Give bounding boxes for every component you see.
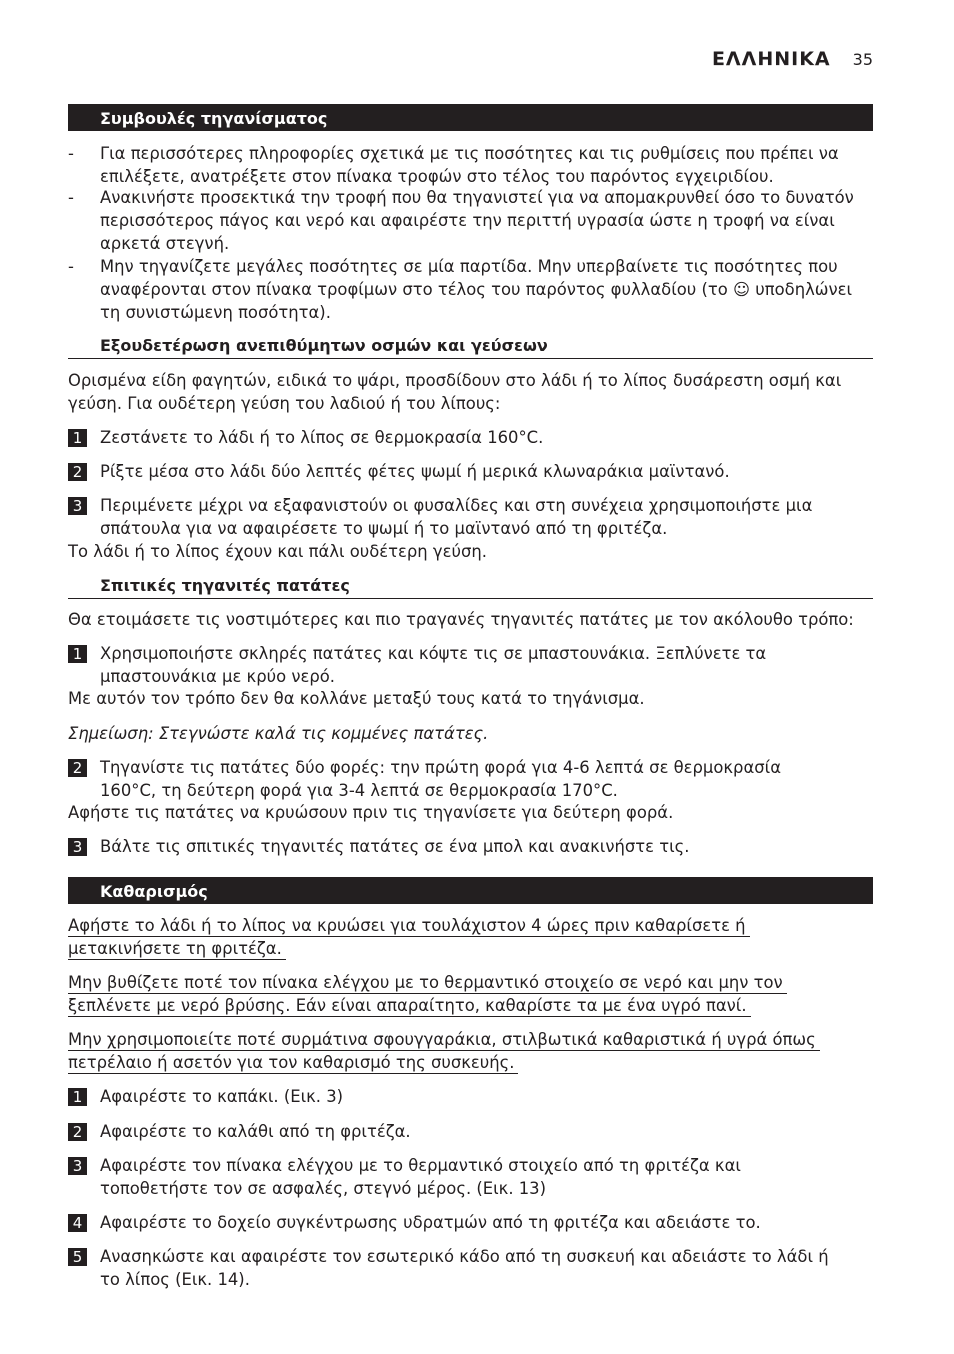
paragraph-line: Ορισμένα είδη φαγητών, ειδικά το ψάρι, προσδίδουν στο λάδι ή το λίπος δυσάρεστη οσμή και: [68, 371, 842, 390]
step-item: [68, 1245, 873, 1291]
paragraph-line: γεύση. Για ουδέτερη γεύση του λαδιού ή του λίπους:: [68, 394, 501, 413]
warning-line: Μην βυθίζετε ποτέ τον πίνακα ελέγχου με το θερμαντικό στοιχείο σε νερό και μην τον: [68, 972, 787, 994]
step-line: σπάτουλα για να αφαιρέσετε το ψωμί ή το μαϊντανό από τη φριτέζα.: [100, 519, 668, 538]
bullet-item: [68, 186, 873, 255]
warning-paragraph: [68, 1028, 873, 1074]
step-item: [68, 494, 873, 540]
bullet-item: [68, 142, 873, 188]
step-number: 3: [68, 1157, 87, 1175]
step-number: 1: [68, 1088, 87, 1106]
bullet-line: περισσότερος πάγος και νερό και αφαιρέστε την περιττή υγρασία ώστε η τροφή να είναι: [100, 211, 835, 230]
bullet-line: Μην τηγανίζετε μεγάλες ποσότητες σε μία παρτίδα. Μην υπερβαίνετε τις ποσότητες που: [100, 257, 838, 276]
note-text: Σημείωση: Στεγνώστε καλά τις κομμένες πατάτες.: [68, 724, 489, 743]
bullet-item: [68, 255, 873, 324]
step-line: Αφαιρέστε το καπάκι. (Εικ. 3): [100, 1087, 344, 1106]
result-text: Με αυτόν τον τρόπο δεν θα κολλάνε μεταξύ τους κατά το τηγάνισμα.: [68, 689, 645, 708]
intro-paragraph: [68, 369, 873, 415]
step-number: 2: [68, 463, 87, 481]
step-line: 160°C, τη δεύτερη φορά για 3-4 λεπτά σε θερμοκρασία 170°C.: [100, 781, 618, 800]
step-number: 1: [68, 429, 87, 447]
step-line: Ζεστάνετε το λάδι ή το λίπος σε θερμοκρασία 160°C.: [100, 428, 544, 447]
bullet-dash: -: [68, 188, 74, 207]
bullet-line: Ανακινήστε προσεκτικά την τροφή που θα τηγανιστεί για να απομακρυνθεί όσο το δυνατόν: [100, 188, 854, 207]
step-line: Αφαιρέστε το δοχείο συγκέντρωσης υδρατμών από τη φριτέζα και αδειάστε το.: [100, 1213, 761, 1232]
step-number: 4: [68, 1214, 87, 1232]
page-header: [712, 48, 873, 74]
step-line: το λίπος (Εικ. 14).: [100, 1270, 250, 1289]
bullet-dash: -: [68, 144, 74, 163]
bullet-line: τη συνιστώμενη ποσότητα).: [100, 303, 331, 322]
warning-line: πετρέλαιο ή ασετόν για τον καθαρισμό της συσκευής.: [68, 1052, 518, 1074]
warning-line: Αφήστε το λάδι ή το λίπος να κρυώσει για τουλάχιστον 4 ώρες πριν καθαρίσετε ή: [68, 915, 750, 937]
step-item: [68, 460, 873, 483]
bullet-line: αρκετά στεγνή.: [100, 234, 230, 253]
step-number: 1: [68, 645, 87, 663]
warning-paragraph: [68, 914, 873, 960]
step-item: [68, 1154, 873, 1200]
result-text: Το λάδι ή το λίπος έχουν και πάλι ουδέτερη γεύση.: [68, 542, 487, 561]
step-line: Αφαιρέστε τον πίνακα ελέγχου με το θερμαντικό στοιχείο από τη φριτέζα και: [100, 1156, 741, 1175]
section-header-cleaning: Καθαρισμός: [68, 877, 873, 904]
step-line: Ρίξτε μέσα στο λάδι δύο λεπτές φέτες ψωμί ή μερικά κλωναράκια μαϊντανό.: [100, 462, 730, 481]
bullet-line: Για περισσότερες πληροφορίες σχετικά με τις ποσότητες και τις ρυθμίσεις που πρέπει να: [100, 144, 839, 163]
subheading-homemade-chips: Σπιτικές τηγανιτές πατάτες: [68, 573, 873, 599]
step-item: [68, 426, 873, 449]
step-line: Ανασηκώστε και αφαιρέστε τον εσωτερικό κάδο από τη συσκευή και αδειάστε το λάδι ή: [100, 1247, 829, 1266]
intro-paragraph: Θα ετοιμάσετε τις νοστιμότερες και πιο τραγανές τηγανιτές πατάτες με τον ακόλουθο τρόπο:: [68, 610, 854, 629]
step-line: Τηγανίστε τις πατάτες δύο φορές: την πρώτη φορά για 4-6 λεπτά σε θερμοκρασία: [100, 758, 781, 777]
warning-line: Μην χρησιμοποιείτε ποτέ συρμάτινα σφουγγαράκια, στιλβωτικά καθαριστικά ή υγρά όπως: [68, 1029, 820, 1051]
step-line: τοποθετήστε τον σε ασφαλές, στεγνό μέρος. (Εικ. 13): [100, 1179, 546, 1198]
subheading-neutralizing: Εξουδετέρωση ανεπιθύμητων οσμών και γεύσεων: [68, 333, 873, 359]
bullet-line: επιλέξετε, ανατρέξετε στον πίνακα τροφών στο τέλος του παρόντος εγχειριδίου.: [100, 167, 774, 186]
step-number: 5: [68, 1248, 87, 1266]
warning-line: μετακινήσετε τη φριτέζα.: [68, 938, 286, 960]
step-item: [68, 756, 873, 802]
bullet-dash: -: [68, 257, 74, 276]
step-line: Περιμένετε μέχρι να εξαφανιστούν οι φυσαλίδες και στη συνέχεια χρησιμοποιήστε μια: [100, 496, 813, 515]
section-header-frying-tips: Συμβουλές τηγανίσματος: [68, 104, 873, 131]
step-item: [68, 1085, 873, 1108]
step-line: Χρησιμοποιήστε σκληρές πατάτες και κόψτε τις σε μπαστουνάκια. Ξεπλύνετε τα: [100, 644, 767, 663]
step-number: 2: [68, 759, 87, 777]
step-number: 3: [68, 497, 87, 515]
step-item: [68, 1211, 873, 1234]
step-item: [68, 835, 873, 858]
step-number: 2: [68, 1123, 87, 1141]
page-number: 35: [852, 50, 873, 69]
warning-line: ξεπλένετε με νερό βρύσης. Εάν είναι απαραίτητο, καθαρίστε τα με ένα υγρό πανί.: [68, 995, 751, 1017]
step-line: μπαστουνάκια με κρύο νερό.: [100, 667, 335, 686]
step-line: Βάλτε τις σπιτικές τηγανιτές πατάτες σε ένα μπολ και ανακινήστε τις.: [100, 837, 690, 856]
step-number: 3: [68, 838, 87, 856]
step-item: [68, 1120, 873, 1143]
bullet-line: αναφέρονται στον πίνακα τροφίμων στο τέλος του παρόντος φυλλαδίου (το ☺ υποδηλώνει: [100, 280, 853, 299]
warning-paragraph: [68, 971, 873, 1017]
manual-page: [68, 0, 873, 1354]
language-label: ΕΛΛΗΝΙΚΑ: [711, 48, 831, 70]
step-item: [68, 642, 873, 688]
step-line: Αφαιρέστε το καλάθι από τη φριτέζα.: [100, 1122, 411, 1141]
result-text: Αφήστε τις πατάτες να κρυώσουν πριν τις τηγανίσετε για δεύτερη φορά.: [68, 803, 674, 822]
